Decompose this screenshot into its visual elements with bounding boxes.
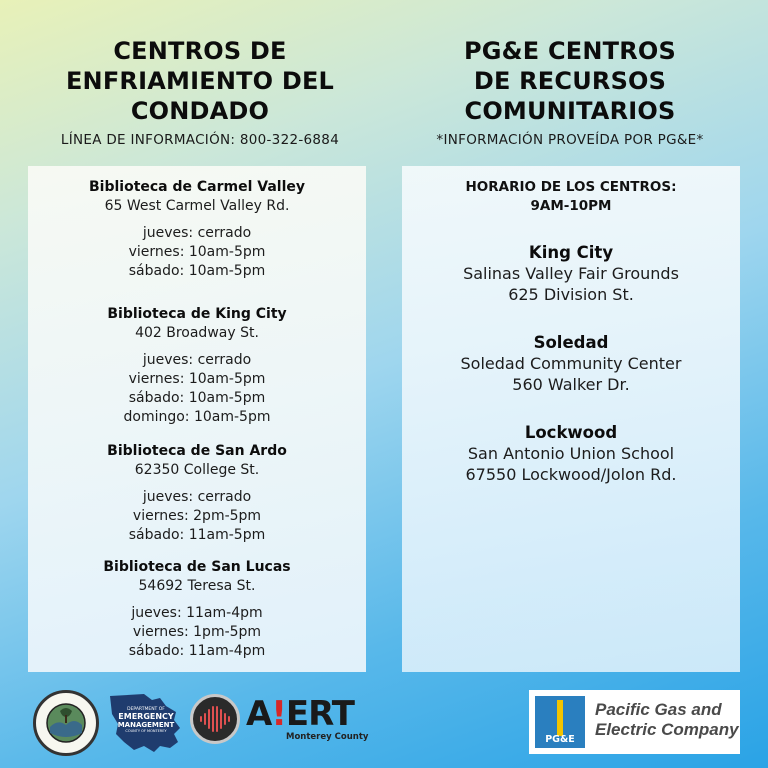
center-place: Soledad Community Center: [460, 354, 682, 373]
hours-line: jueves: cerrado: [142, 225, 252, 241]
alert-wordmark: [246, 694, 354, 734]
center-place: Salinas Valley Fair Grounds: [463, 264, 679, 283]
title-line: DE RECURSOS: [473, 67, 667, 95]
center-city: King City: [528, 243, 614, 262]
logo-bar: [0, 690, 768, 760]
title-line: ENFRIAMIENTO DEL: [65, 67, 335, 95]
info-line: LÍNEA DE INFORMACIÓN: 800-322-6884: [60, 132, 340, 148]
resource-center: [402, 422, 740, 485]
center-city: Lockwood: [524, 423, 618, 442]
oem-line: MANAGEMENT: [117, 721, 175, 729]
hours-line: viernes: 2pm-5pm: [132, 508, 262, 524]
alert-letter: A: [246, 694, 272, 734]
pge-name-line: Pacific Gas and: [595, 700, 722, 719]
hours-line: sábado: 10am-5pm: [128, 390, 266, 406]
alert-exclamation: !: [271, 694, 286, 734]
emergency-management-logo: [104, 690, 184, 754]
library-address: 54692 Teresa St.: [138, 578, 256, 594]
library-entry: [28, 305, 366, 427]
library-entry: [28, 178, 366, 281]
library-hours: [28, 604, 366, 661]
resource-centers-title: [400, 36, 740, 126]
title-line: CONDADO: [130, 97, 270, 125]
resource-center: [402, 332, 740, 395]
library-name: Biblioteca de King City: [107, 306, 287, 322]
alert-subtitle: Monterey County: [286, 732, 369, 742]
title-line: COMUNITARIOS: [464, 97, 676, 125]
oem-text: [116, 707, 176, 734]
title-line: PG&E CENTROS: [463, 37, 676, 65]
hours-line: jueves: 11am-4pm: [131, 605, 263, 621]
center-hours: [402, 178, 740, 216]
cooling-centers-panel: [28, 166, 366, 672]
hours-line: viernes: 1pm-5pm: [132, 624, 262, 640]
hours-line: sábado: 11am-5pm: [128, 527, 266, 543]
resource-center: [402, 242, 740, 305]
hours-line: sábado: 10am-5pm: [128, 263, 266, 279]
library-name: Biblioteca de San Lucas: [103, 559, 291, 575]
source-note: *INFORMACIÓN PROVEÍDA POR PG&E*: [436, 132, 704, 148]
library-hours: [28, 224, 366, 281]
center-address: 560 Walker Dr.: [512, 375, 630, 394]
library-name: Biblioteca de San Ardo: [107, 443, 287, 459]
pge-mark-text: PG&E: [545, 734, 575, 745]
hours-line: sábado: 11am-4pm: [128, 643, 266, 659]
library-entry: [28, 558, 366, 661]
county-seal-logo: [33, 690, 99, 756]
cooling-centers-title: [30, 36, 370, 126]
oem-line: COUNTY OF MONTEREY: [125, 729, 167, 733]
hours-heading: HORARIO DE LOS CENTROS:: [465, 179, 677, 195]
library-address: 65 West Carmel Valley Rd.: [104, 198, 290, 214]
oem-line: DEPARTMENT OF: [127, 707, 165, 712]
hours-line: viernes: 10am-5pm: [128, 371, 266, 387]
library-name: Biblioteca de Carmel Valley: [88, 179, 306, 195]
county-seal-icon: [36, 693, 96, 753]
library-hours: [28, 351, 366, 427]
center-address: 625 Division St.: [508, 285, 634, 304]
hours-value: 9AM-10PM: [530, 198, 612, 214]
alert-letters: ERT: [285, 694, 354, 734]
center-address: 67550 Lockwood/Jolon Rd.: [465, 465, 677, 484]
library-address: 62350 College St.: [134, 462, 260, 478]
library-address: 402 Broadway St.: [135, 325, 259, 341]
center-place: San Antonio Union School: [467, 444, 675, 463]
pge-tower-icon: [557, 700, 563, 736]
alert-wave-icon: [190, 694, 240, 744]
hours-line: viernes: 10am-5pm: [128, 244, 266, 260]
pge-mark-icon: [535, 696, 585, 748]
resource-centers-panel: [402, 166, 740, 672]
alert-monterey-logo: [190, 694, 370, 750]
hours-line: domingo: 10am-5pm: [123, 409, 271, 425]
center-city: Soledad: [533, 333, 609, 352]
title-line: CENTROS DE: [113, 37, 287, 65]
library-entry: [28, 442, 366, 545]
oem-line: EMERGENCY: [118, 712, 174, 721]
hours-line: jueves: cerrado: [142, 352, 252, 368]
library-hours: [28, 488, 366, 545]
hours-line: jueves: cerrado: [142, 489, 252, 505]
pge-logo: [529, 690, 740, 754]
pge-name-line: Electric Company: [595, 720, 739, 739]
pge-company-name: [595, 700, 739, 740]
